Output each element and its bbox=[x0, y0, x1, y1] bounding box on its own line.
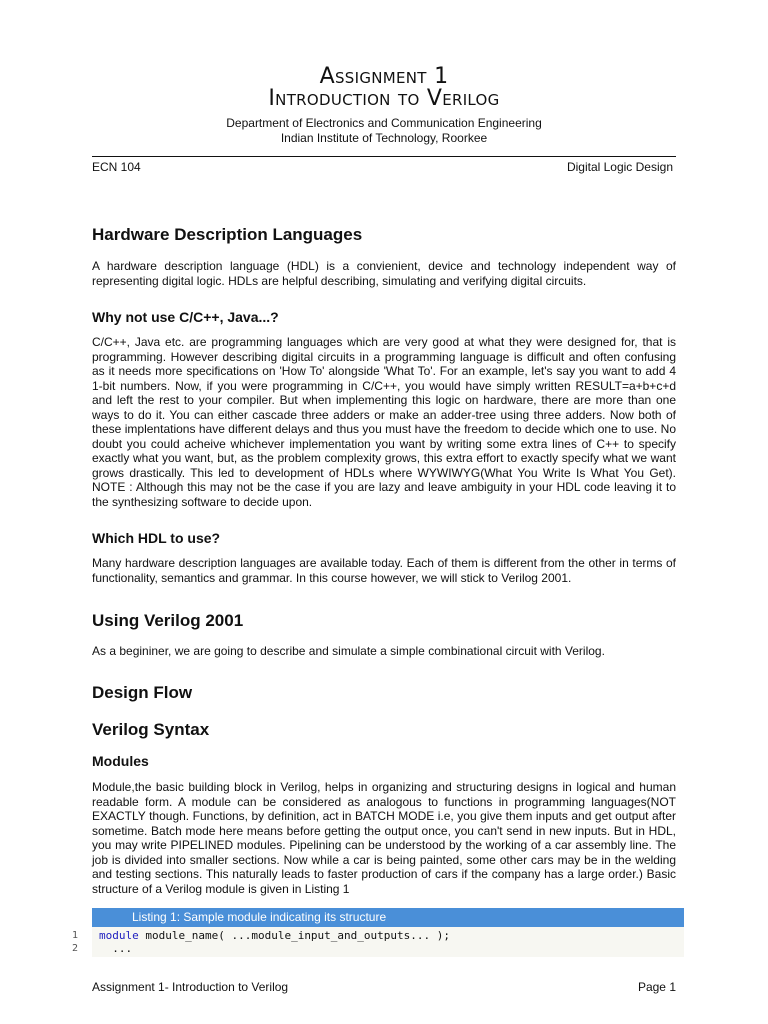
section-heading-using-verilog: Using Verilog 2001 bbox=[92, 611, 244, 630]
section-heading-design-flow: Design Flow bbox=[92, 683, 193, 702]
section-heading-hdl: Hardware Description Languages bbox=[92, 225, 363, 244]
line-number: 1 bbox=[71, 930, 78, 941]
paragraph-using-verilog: As a begininer, we are going to describe and simulate a simple combinational circuit with Verilog. bbox=[92, 644, 605, 658]
document-title: Assignment 1 bbox=[319, 64, 449, 89]
paragraph-hdl: A hardware description language (HDL) is a convienient, device and technology independent way of representing digital logic. HDLs are helpful describing, simulating and verifying digital circuits. bbox=[92, 259, 676, 288]
paragraph-why-not: C/C++, Java etc. are programming languages which are very good at what they were designed for, that is programming. However describing digital circuits in a programming language is difficult and often confusing as it needs more specifications on 'How To' alongside 'What To'. For an example, let's say you want to add 4 1-bit numbers. Now, if you were programming in C/C++, you would have simply written RESULT=a+b+c+d and left the rest to your compiler. But when implementing this logic on hardware, there are more than one ways to do it. You can either cascade three adders or make an adder-tree using three adders. Now both of these implentations have different delays and thus you must have the freedom to decide which one to use. No doubt you could acheive whichever implementation you want by writing some extra lines of C++ to specify exactly what you want, but, as the problem complexity grows, this extra effort to exactly specify what we want grows drastically. This led to development of HDLs where WYWIWYG(What You Write Is What You Get). NOTE : Although this may not be the case if you are lazy and leave ambiguity in your HDL code leaving it to the synthesizing software to decide upon. bbox=[92, 335, 676, 509]
header-divider bbox=[92, 156, 676, 157]
institute-name: Indian Institute of Technology, Roorkee bbox=[280, 131, 488, 145]
course-name: Digital Logic Design bbox=[566, 160, 673, 174]
code-keyword: module bbox=[99, 929, 139, 942]
subsection-heading-modules: Modules bbox=[92, 753, 149, 769]
document-subtitle: Introduction to Verilog bbox=[268, 86, 500, 111]
subsection-heading-which-hdl: Which HDL to use? bbox=[92, 530, 221, 546]
line-number: 2 bbox=[71, 943, 78, 954]
section-heading-verilog-syntax: Verilog Syntax bbox=[92, 720, 210, 739]
listing-caption: Listing 1: Sample module indicating its structure bbox=[132, 910, 387, 924]
code-text: module_name( ...module_input_and_outputs... ); bbox=[138, 929, 451, 942]
paragraph-modules: Module,the basic building block in Verilog, helps in organizing and structuring designs in logical and human readable form. A module can be considered as analogous to functions in programming languages(NOT EXACTLY though. Functions, by definition, act in BATCH MODE i.e, you give them inputs and get output after sometime. Batch mode here means before getting the output once, you can't send in new inputs. But in HDL, you may write PIPELINED modules. Pipelining can be understood by the working of a car assembly line. The job is divided into smaller sections. Now while a car is being painted, some other cars may be in the welding and testing sections. This naturally leads to faster production of cars if the company has a large order.) Basic structure of a Verilog module is given in Listing 1 bbox=[92, 780, 676, 896]
paragraph-which-hdl: Many hardware description languages are available today. Each of them is different from the other in terms of functionality, semantics and grammar. In this course however, we will stick to Verilog 2001. bbox=[92, 556, 676, 585]
footer-title: Assignment 1- Introduction to Verilog bbox=[92, 980, 289, 994]
code-line bbox=[99, 929, 450, 943]
subsection-heading-why-not: Why not use C/C++, Java...? bbox=[92, 309, 279, 325]
code-line: ... bbox=[99, 942, 133, 955]
department-name: Department of Electronics and Communication Engineering bbox=[226, 116, 542, 130]
page-number: Page 1 bbox=[637, 980, 676, 994]
course-code: ECN 104 bbox=[92, 160, 141, 174]
listing-caption-bar bbox=[92, 908, 684, 927]
